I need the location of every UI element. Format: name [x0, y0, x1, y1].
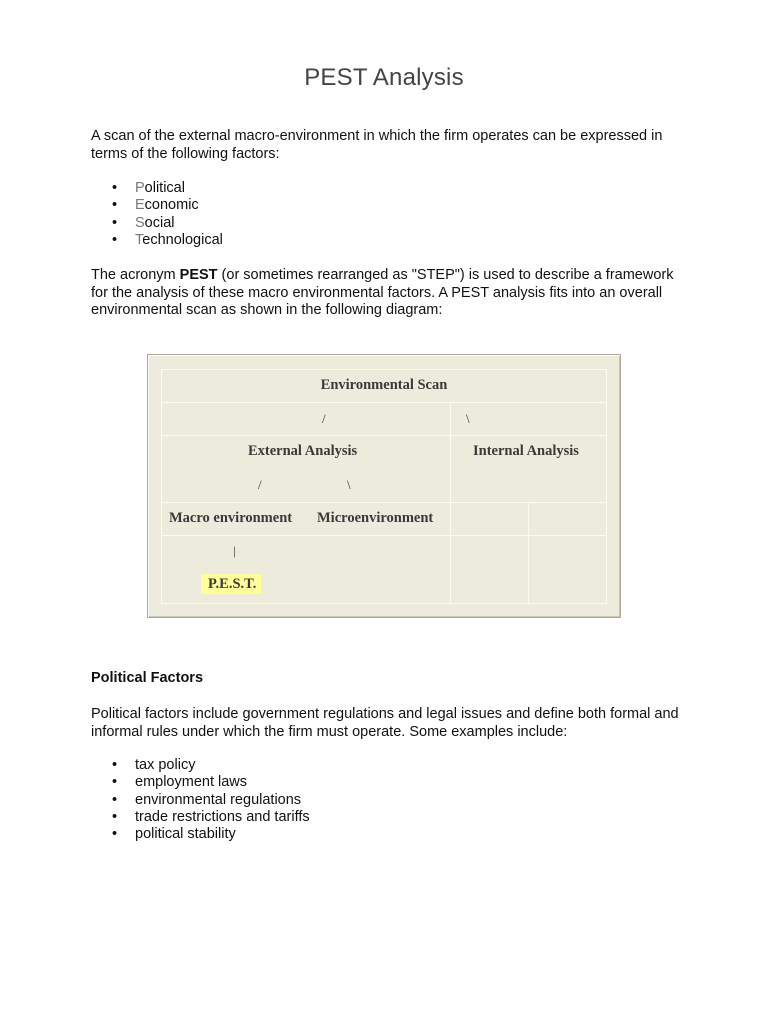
diagram-grid [161, 369, 607, 604]
factor-rest: echnological [142, 231, 223, 248]
external-slash-right: \ [347, 477, 351, 492]
bullet-icon: • [112, 180, 118, 196]
factor-initial: T [135, 231, 143, 248]
list-item [91, 232, 223, 249]
bullet-icon: • [112, 231, 118, 248]
grid-line [161, 502, 607, 503]
political-paragraph: Political factors include government regulations and legal issues and define both formal and informal rules under which the firm must operate. Some examples include: [91, 706, 679, 740]
macro-environment-label: Macro environment [169, 510, 293, 526]
list-item [91, 757, 310, 774]
intro-paragraph: A scan of the external macro-environment in which the firm operates can be expressed in terms of the following factors: [91, 128, 663, 162]
acronym-paragraph [91, 267, 681, 320]
acronym-text-after: (or sometimes rearranged as "STEP") is used to describe a framework for the analysis of these macro environmental factors. A PEST analysis fits into an overall environmental scan as shown in the following diagram: [91, 267, 674, 318]
bullet-icon: • [112, 791, 118, 808]
scan-slash-left: / [322, 411, 326, 426]
bullet-icon: • [112, 826, 118, 843]
grid-line [161, 603, 607, 604]
grid-line [161, 369, 162, 604]
factor-rest: ocial [144, 214, 175, 231]
environmental-scan-label: Environmental Scan [320, 377, 448, 393]
list-item [91, 774, 310, 791]
grid-line [161, 369, 607, 370]
example-text: political stability [135, 826, 236, 843]
bullet-icon: • [112, 757, 118, 773]
list-item [91, 197, 223, 214]
page-title: PEST Analysis [304, 64, 464, 91]
bullet-icon: • [112, 197, 118, 214]
list-item [91, 792, 310, 809]
political-factors-heading: Political Factors [91, 670, 204, 686]
factor-rest: olitical [144, 180, 185, 196]
factor-initial: E [135, 197, 145, 214]
factor-initial: S [135, 214, 145, 231]
grid-line [606, 369, 607, 604]
bullet-icon: • [112, 214, 118, 231]
example-text: employment laws [135, 774, 248, 791]
list-item [91, 826, 310, 843]
grid-line [161, 402, 607, 403]
list-item [91, 215, 223, 232]
external-slash-left: / [258, 477, 262, 492]
bullet-icon: • [112, 774, 118, 791]
factor-rest: conomic [144, 197, 199, 214]
grid-line [161, 535, 607, 536]
list-item [91, 809, 310, 826]
internal-analysis-label: Internal Analysis [473, 443, 579, 459]
example-text: tax policy [135, 757, 196, 773]
example-text: trade restrictions and tariffs [135, 808, 310, 825]
external-analysis-label: External Analysis [248, 443, 358, 459]
acronym-bold: PEST [179, 267, 218, 283]
grid-line [450, 402, 451, 603]
macro-pipe: | [233, 543, 236, 558]
factors-list [91, 180, 223, 249]
pest-highlight: P.E.S.T. [201, 574, 261, 594]
political-examples-list [91, 757, 310, 843]
microenvironment-label: Microenvironment [317, 510, 434, 526]
grid-line [528, 502, 529, 603]
grid-line [161, 435, 607, 436]
pest-label [201, 576, 261, 593]
scan-slash-right: \ [466, 411, 470, 426]
factor-initial: P [135, 180, 145, 196]
acronym-text-before: The acronym [91, 267, 180, 283]
example-text: environmental regulations [135, 791, 302, 808]
list-item [91, 180, 223, 197]
bullet-icon: • [112, 808, 118, 825]
environmental-scan-diagram [147, 354, 621, 618]
